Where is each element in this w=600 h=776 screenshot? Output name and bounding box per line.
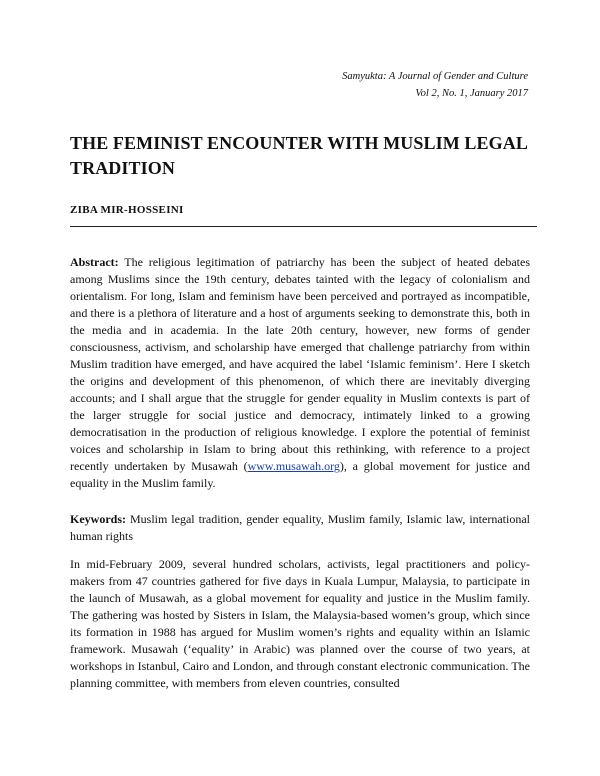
abstract-text: The religious legitimation of patriarchy has been the subject of heated debates among Muslims since the 19th century, debates tainted with the legacy of colonialism and orientalism. For long, Islam and feminism have been perceived and portrayed as incompatible, and there is a plethora of literature and a host of arguments seeking to demonstrate this, both in the media and in academia. In the late 20th century, however, new forms of gender consciousness, activism, and scholarship have emerged that challenge patriarchy from within Muslim tradition have emerged, and have acquired the label ‘Islamic feminism’. Here I sketch the origins and development of this phenomenon, of which there are inevitably diverging accounts; and I shall argue that the struggle for gender equality in Muslim contexts is part of the larger struggle for social justice and democracy, intimately linked to a growing democratisation in the production of religious knowledge. I explore the potential of feminist voices and scholarship in Islam to bring about this rethinking, with reference to a project recently undertaken by Musawah ( — [70, 255, 530, 473]
journal-name: Samyukta: A Journal of Gender and Culture — [342, 71, 528, 82]
keywords-text: Muslim legal tradition, gender equality, Muslim family, Islamic law, international human rights — [70, 512, 530, 543]
article-author: ZIBA MIR-HOSSEINI — [70, 204, 184, 216]
title-divider — [70, 226, 537, 227]
abstract-paragraph — [70, 254, 530, 492]
journal-issue: Vol 2, No. 1, January 2017 — [415, 88, 528, 99]
abstract-text-end: ), a global movement for justice and equality in the Muslim family. — [70, 459, 530, 490]
keywords-label: Keywords: — [70, 512, 126, 526]
body-paragraph: In mid-February 2009, several hundred scholars, activists, legal practitioners and policy-makers from 47 countries gathered for five days in Kuala Lumpur, Malaysia, to participate in the launch of Musawah, as a global movement for equality and justice in the Muslim family. The gathering was hosted by Sisters in Islam, the Malaysia-based women’s group, which since its formation in 1988 has argued for Muslim women’s rights and equality within an Islamic framework. Musawah (‘equality’ in Arabic) was planned over the course of two years, at workshops in Istanbul, Cairo and London, and through constant electronic communication. The planning committee, with members from eleven countries, consulted — [70, 557, 530, 690]
journal-header — [228, 68, 528, 102]
abstract-label: Abstract: — [70, 255, 119, 269]
musawah-link[interactable]: www.musawah.org — [247, 459, 340, 473]
keywords-paragraph — [70, 511, 530, 545]
article-title: THE FEMINIST ENCOUNTER WITH MUSLIM LEGAL TRADITION — [70, 133, 527, 178]
